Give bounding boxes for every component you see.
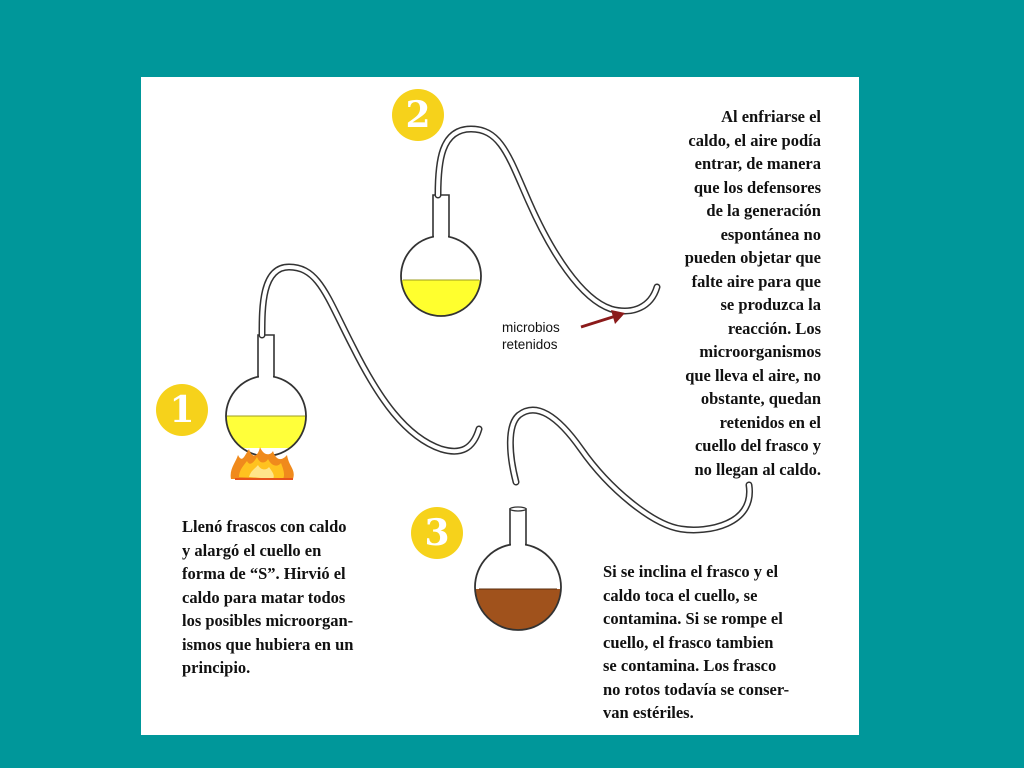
text-line: no llegan al caldo. (694, 459, 821, 479)
callout-line: retenidos (502, 337, 558, 352)
text-line: Llenó frascos con caldo (182, 517, 347, 536)
text-line: se produzca la (720, 295, 821, 314)
text-line: entrar, de manera (694, 154, 821, 173)
text-line: forma de “S”. Hirvió el (182, 564, 346, 583)
step-1-description (182, 515, 353, 680)
callout-line: microbios (502, 320, 560, 335)
text-line: y alargó el cuello en (182, 540, 322, 560)
text-line: caldo, el aire podía (688, 130, 821, 150)
text-line: de la generación (706, 201, 821, 220)
step-badge-1: 1 (156, 384, 208, 436)
text-line: no rotos todavía se conser- (603, 679, 790, 699)
text-line: caldo toca el cuello, se (603, 585, 758, 605)
text-line: espontánea no (720, 224, 821, 244)
text-line: caldo para matar todos (182, 587, 346, 607)
step-badge-2: 2 (392, 89, 444, 141)
text-line: ismos que hubiera en un (182, 634, 354, 654)
step-3-description (603, 560, 789, 725)
text-line: Si se inclina el frasco y el (603, 562, 779, 581)
arrow-icon (581, 310, 625, 327)
text-line: principio. (182, 658, 251, 677)
text-line: los posibles microorgan- (182, 611, 354, 630)
text-line: cuello, el frasco tambien (603, 632, 774, 652)
text-line: van estériles. (603, 703, 694, 722)
text-line: que lleva el aire, no (685, 365, 821, 385)
text-line: reacción. Los (727, 318, 821, 338)
step-badge-3: 3 (411, 507, 463, 559)
text-line: obstante, quedan (700, 389, 821, 408)
text-line: retenidos en el (719, 412, 821, 432)
flask-1-broth (221, 416, 311, 448)
text-line: contamina. Si se rompe el (603, 609, 783, 628)
flask-2 (396, 129, 657, 327)
text-line: se contamina. Los frasco (603, 656, 777, 675)
flask-3-broth (471, 589, 566, 634)
text-line: Al enfriarse el (721, 107, 821, 126)
text-line: que los defensores (693, 177, 821, 197)
text-line: pueden objetar que (684, 248, 821, 267)
microbes-callout (502, 319, 560, 353)
diagram-panel (141, 77, 859, 735)
text-line: falte aire para que (691, 271, 821, 291)
step-2-description (685, 105, 821, 481)
text-line: microorganismos (699, 342, 821, 361)
text-line: cuello del frasco y (694, 436, 821, 455)
